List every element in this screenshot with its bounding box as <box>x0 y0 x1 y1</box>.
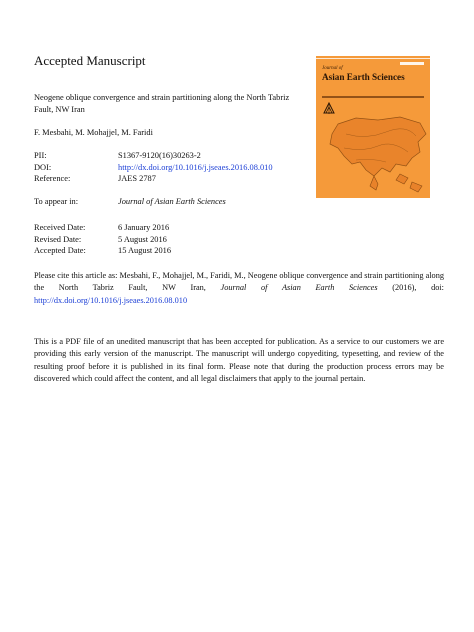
dates-block <box>34 222 171 257</box>
revised-value: 5 August 2016 <box>118 234 167 244</box>
appear-journal: Journal of Asian Earth Sciences <box>118 197 226 206</box>
received-value: 6 January 2016 <box>118 223 170 232</box>
cover-badge <box>400 62 424 65</box>
citation-paragraph <box>34 270 444 307</box>
revised-row <box>34 234 171 246</box>
accepted-value: 15 August 2016 <box>118 246 172 256</box>
asia-map-icon <box>316 114 430 198</box>
accepted-label: Accepted Date: <box>34 246 86 256</box>
appear-label: To appear in: <box>34 197 79 206</box>
doi-link[interactable]: http://dx.doi.org/10.1016/j.jseaes.2016.08.010 <box>118 162 273 172</box>
citation-journal: Journal of Asian Earth Sciences <box>220 283 378 293</box>
reference-label: Reference: <box>34 174 71 184</box>
received-row <box>34 222 171 234</box>
cover-journal-of: Journal of <box>322 66 343 71</box>
cover-rule <box>322 96 424 98</box>
page-heading: Accepted Manuscript <box>34 53 146 68</box>
disclaimer-paragraph: This is a PDF file of an unedited manuscript that has been accepted for publication. As a service to our customers we are providing this early version of the manuscript. The manuscript will undergo copyediting, typesetting, and review of the resulting proof before it is published in its final form. Please note that during the production process errors may be discovered which could affect the content, and all legal disclaimers that apply to the journal pertain. <box>34 337 444 384</box>
citation-doi-link[interactable]: http://dx.doi.org/10.1016/j.jseaes.2016.08.010 <box>34 295 188 305</box>
cover-top-line <box>316 58 430 59</box>
pii-value: S1367-9120(16)30263-2 <box>118 151 201 160</box>
citation-prefix: Please cite this article as: Mesbahi, F., Mohajjel, M., Faridi, M., Neogene oblique convergence and strain partitioning along the North Tabriz Fault, NW Iran, <box>34 271 444 293</box>
appear-block <box>34 196 226 208</box>
appear-row <box>34 196 226 208</box>
journal-cover <box>316 56 430 198</box>
publisher-logo-icon <box>322 101 336 115</box>
pii-row <box>34 150 273 162</box>
identifier-block <box>34 150 273 185</box>
received-label: Received Date: <box>34 223 86 232</box>
cover-journal-name: Asian Earth Sciences <box>322 72 405 82</box>
pii-label: PII: <box>34 151 47 160</box>
accepted-row <box>34 245 171 257</box>
article-authors: F. Mesbahi, M. Mohajjel, M. Faridi <box>34 128 153 137</box>
revised-label: Revised Date: <box>34 234 82 244</box>
citation-middle: (2016), doi: <box>377 283 444 293</box>
article-title: Neogene oblique convergence and strain partitioning along the North Tabriz Fault, NW Iran <box>34 93 290 114</box>
doi-label: DOI: <box>34 162 52 172</box>
doi-row <box>34 162 273 174</box>
reference-row <box>34 173 273 185</box>
reference-value: JAES 2787 <box>118 174 156 184</box>
